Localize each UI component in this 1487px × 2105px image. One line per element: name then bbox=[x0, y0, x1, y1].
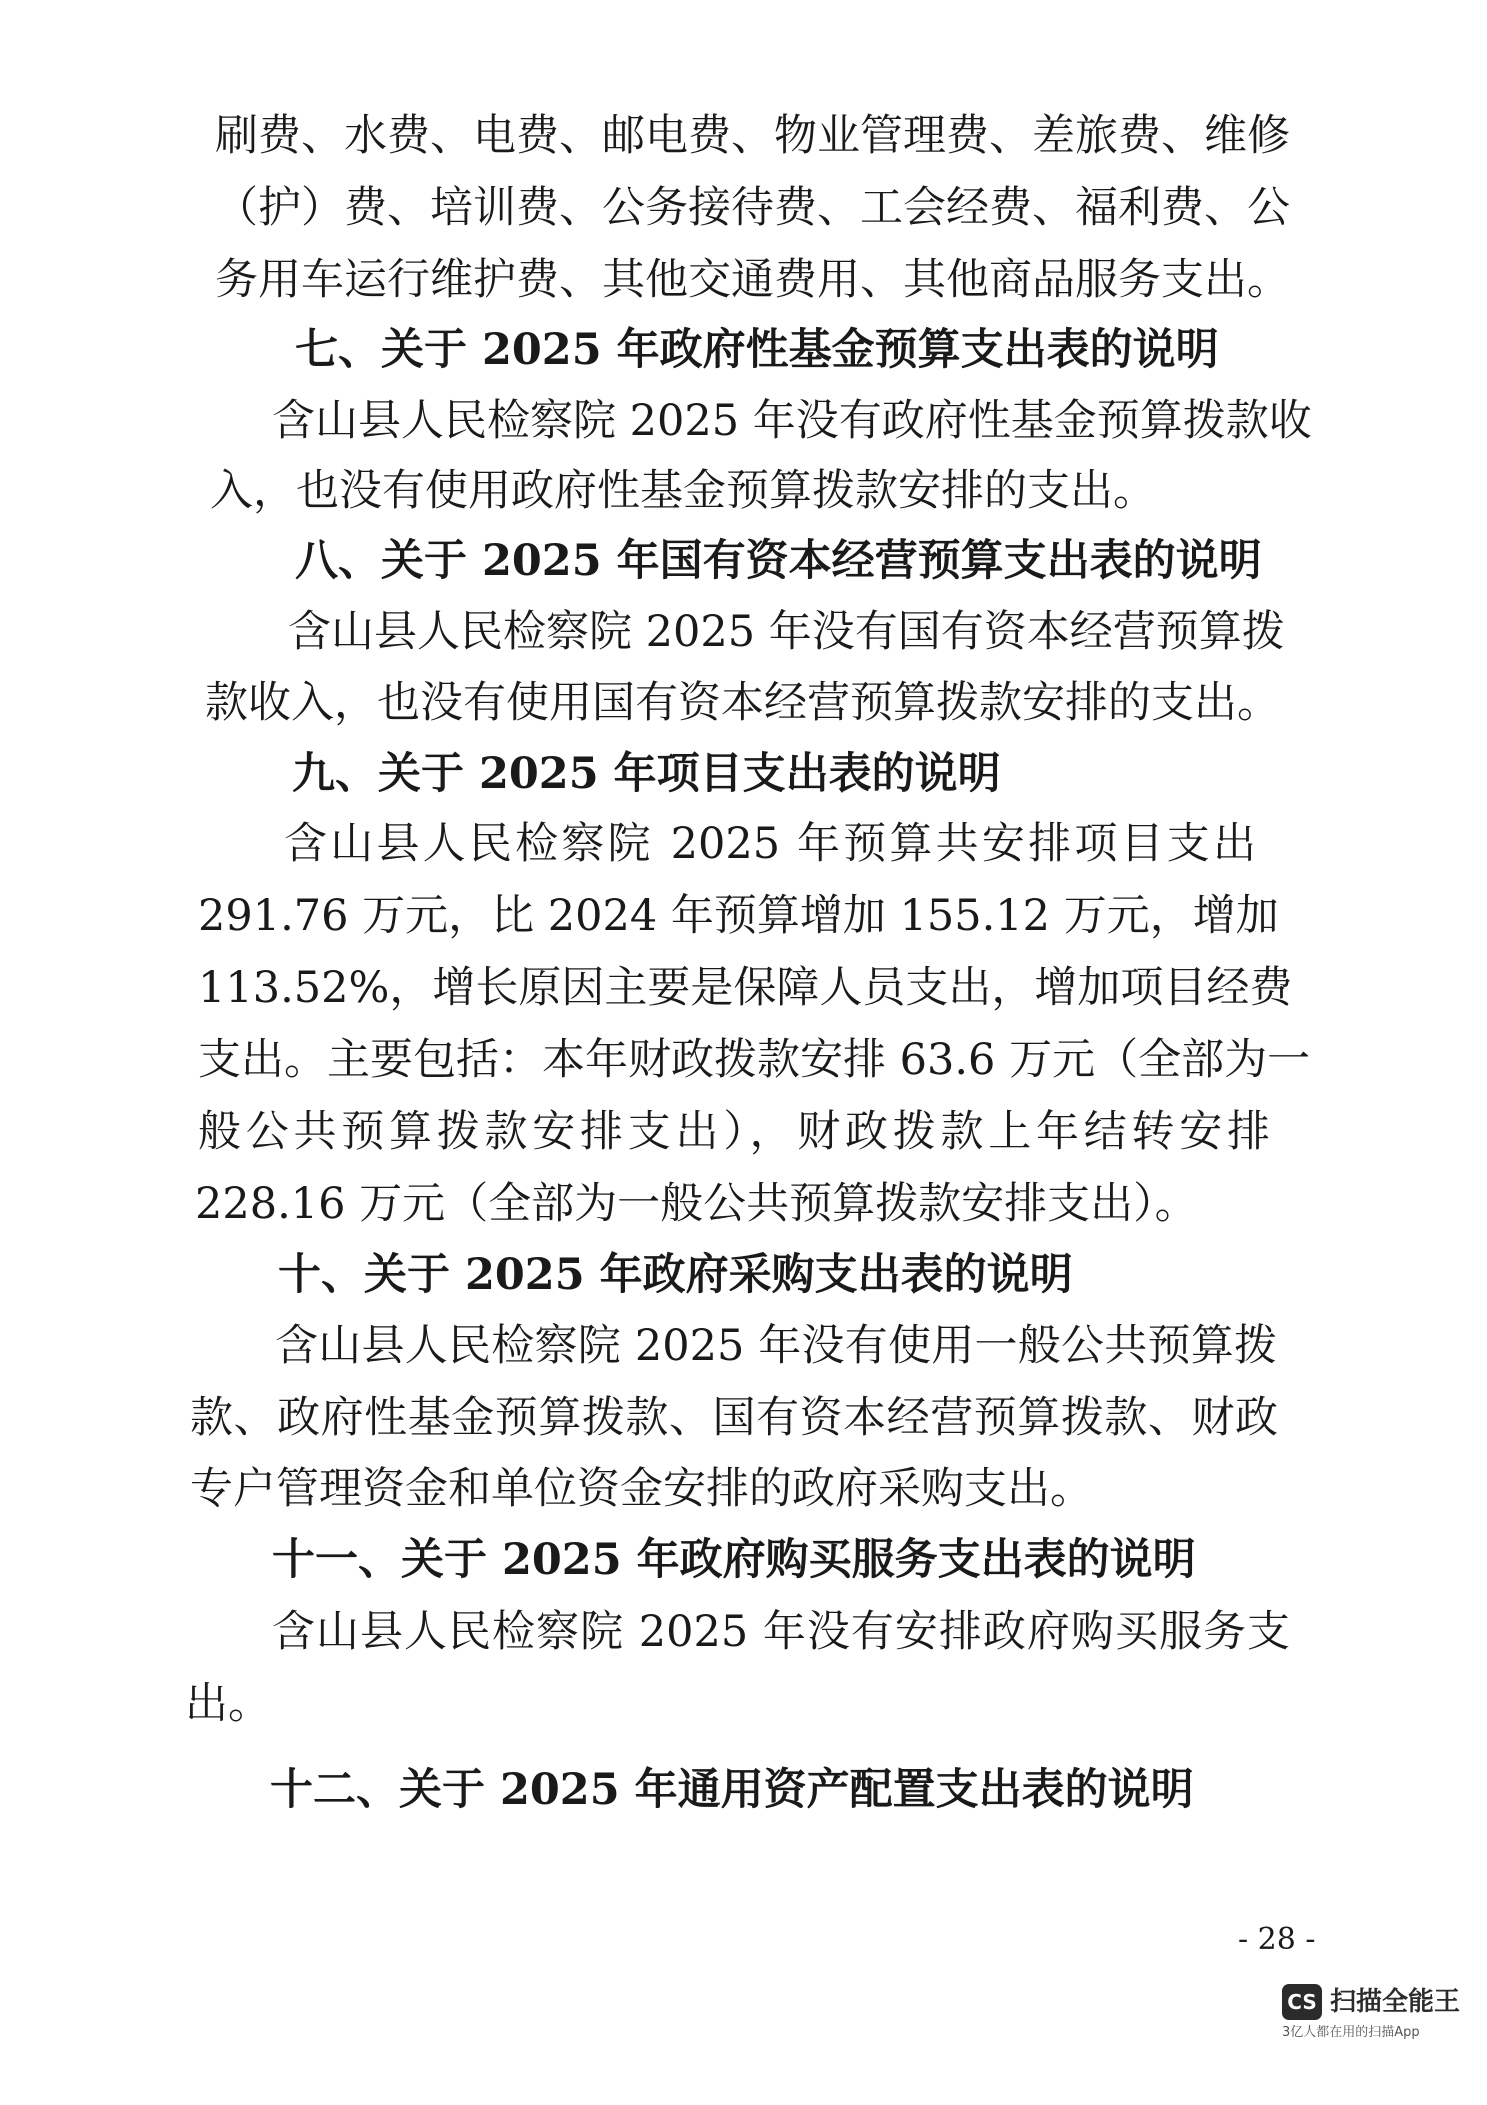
body-line: 113.52%，增长原因主要是保障人员支出，增加项目经费 bbox=[198, 963, 1293, 1013]
body-line: 228.16 万元（全部为一般公共预算拨款安排支出）。 bbox=[195, 1179, 1198, 1229]
page-number: - 28 - bbox=[1238, 1922, 1316, 1957]
section-heading: 十、关于 2025 年政府采购支出表的说明 bbox=[278, 1250, 1073, 1300]
body-line: 款收入，也没有使用国有资本经营预算拨款安排的支出。 bbox=[205, 678, 1280, 728]
body-line: 含山县人民检察院 2025 年没有国有资本经营预算拨 bbox=[288, 607, 1285, 657]
scanner-watermark bbox=[1282, 1980, 1472, 2050]
body-line: 含山县人民检察院 2025 年没有使用一般公共预算拨 bbox=[275, 1321, 1277, 1371]
watermark-app-name: 扫描全能王 bbox=[1330, 1987, 1461, 2017]
body-line: 入，也没有使用政府性基金预算拨款安排的支出。 bbox=[210, 466, 1156, 516]
section-heading: 十一、关于 2025 年政府购买服务支出表的说明 bbox=[272, 1535, 1196, 1585]
body-line: 刷费、水费、电费、邮电费、物业管理费、差旅费、维修 bbox=[215, 111, 1290, 161]
body-line: 含山县人民检察院 2025 年预算共安排项目支出 bbox=[284, 819, 1256, 869]
body-line: 支出。主要包括：本年财政拨款安排 63.6 万元（全部为一 bbox=[198, 1035, 1311, 1085]
body-line: （护）费、培训费、公务接待费、工会经费、福利费、公 bbox=[215, 183, 1290, 233]
watermark-tagline: 3亿人都在用的扫描App bbox=[1282, 2025, 1420, 2040]
section-heading: 八、关于 2025 年国有资本经营预算支出表的说明 bbox=[295, 536, 1262, 586]
body-line: 含山县人民检察院 2025 年没有政府性基金预算拨款收 bbox=[272, 396, 1312, 446]
section-heading: 九、关于 2025 年项目支出表的说明 bbox=[292, 749, 1001, 799]
body-line: 专户管理资金和单位资金安排的政府采购支出。 bbox=[190, 1464, 1093, 1514]
section-heading: 七、关于 2025 年政府性基金预算支出表的说明 bbox=[295, 325, 1219, 375]
body-line: 款、政府性基金预算拨款、国有资本经营预算拨款、财政 bbox=[190, 1393, 1278, 1443]
camscanner-logo-icon: CS bbox=[1282, 1984, 1322, 2020]
body-line: 般公共预算拨款安排支出），财政拨款上年结转安排 bbox=[198, 1107, 1270, 1157]
body-line: 务用车运行维护费、其他交通费用、其他商品服务支出。 bbox=[215, 255, 1290, 305]
section-heading: 十二、关于 2025 年通用资产配置支出表的说明 bbox=[270, 1765, 1194, 1815]
body-line: 含山县人民检察院 2025 年没有安排政府购买服务支 bbox=[272, 1607, 1290, 1657]
body-line: 291.76 万元，比 2024 年预算增加 155.12 万元，增加 bbox=[198, 891, 1279, 941]
body-line: 出。 bbox=[185, 1679, 271, 1729]
